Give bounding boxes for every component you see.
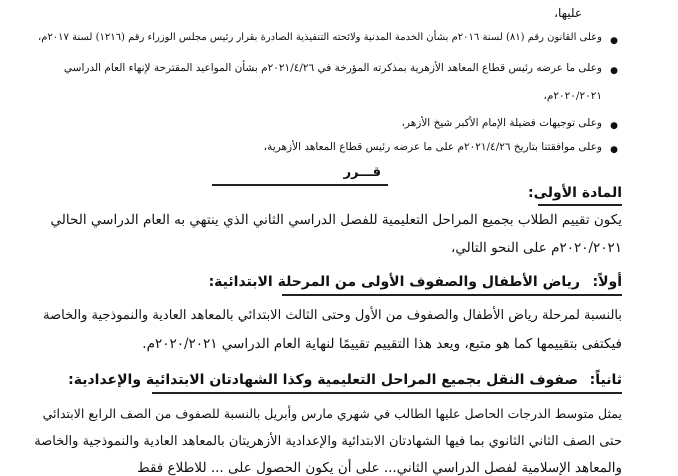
section-two-line2: حتى الصف الثاني الثانوي بما فيها الشهادتان الابتدائية والإعدادية الأزهريتان بالمعاهد العادية والنموذجية والخاصة: [34, 434, 622, 449]
bullet-icon: ●: [610, 66, 618, 76]
recital-directives: وعلى توجيهات فضيلة الإمام الأكبر شيخ الأزهر،: [401, 117, 602, 129]
section-one-title: رياض الأطفال والصفوف الأولى من المرحلة الابتدائية:: [208, 274, 580, 290]
recital-approval: وعلى موافقتنا بتاريخ ٢٠٢١/٤/٢٦م على ما عرضه رئيس قطاع المعاهد الأزهرية،: [263, 141, 602, 153]
article-one-underline: [538, 204, 622, 206]
bullet-icon: ●: [610, 36, 618, 46]
section-one-underline: [282, 294, 622, 296]
section-two-label: ثانياً:: [589, 372, 622, 388]
bullet-icon: ●: [610, 145, 618, 155]
recital-law-81: وعلى القانون رقم (٨١) لسنة ٢٠١٦م بشأن الخدمة المدنية ولائحته التنفيذية الصادرة بقرار رئيس مجلس الوزراء رقم (١٢١٦) لسنة ٢٠١٧م،: [38, 32, 602, 43]
section-one-line2: فيكتفى بتقييمها كما هو متبع، ويعد هذا التقييم تقييمًا لنهاية العام الدراسي ٢٠٢٠/٢٠٢١م.: [142, 336, 622, 352]
top-fragment: عليها،: [554, 6, 582, 20]
section-two-line1: يمثل متوسط الدرجات الحاصل عليها الطالب في شهري مارس وأبريل بالنسبة للصفوف من الصف الرابع الابتدائي: [42, 406, 622, 421]
section-two-title: صفوف النقل بجميع المراحل التعليمية وكذا الشهادتان الابتدائية والإعدادية:: [68, 372, 578, 388]
decision-heading: قـــرر: [343, 165, 381, 180]
section-one-label: أولاً:: [592, 274, 622, 290]
section-two-line3: والمعاهد الإسلامية لفصل الدراسي الثاني... على أن يكون الحصول على ... للاطلاع فقط: [137, 460, 622, 476]
bullet-icon: ●: [610, 121, 618, 131]
recital-memo-line2: ٢٠٢٠/٢٠٢١م،: [543, 90, 602, 102]
article-one-title: المادة الأولى:: [528, 185, 622, 201]
recital-memo-line1: وعلى ما عرضه رئيس قطاع المعاهد الأزهرية بمذكرته المؤرخة في ٢٠٢١/٤/٢٦م بشأن المواعيد المقترحة لإنهاء العام الدراسي: [63, 62, 602, 74]
section-one-line1: بالنسبة لمرحلة رياض الأطفال والصفوف من الأول وحتى الثالث الابتدائي بالمعاهد العادية والنموذجية والخاصة: [43, 308, 622, 323]
article-one-line2: ٢٠٢٠/٢٠٢١م على النحو التالي،: [451, 240, 622, 256]
decision-underline: [212, 184, 388, 186]
section-two-underline: [152, 392, 622, 394]
article-one-line1: يكون تقييم الطلاب بجميع المراحل التعليمية للفصل الدراسي الثاني الذي ينتهي به العام الدراسي الحالي: [50, 212, 622, 228]
